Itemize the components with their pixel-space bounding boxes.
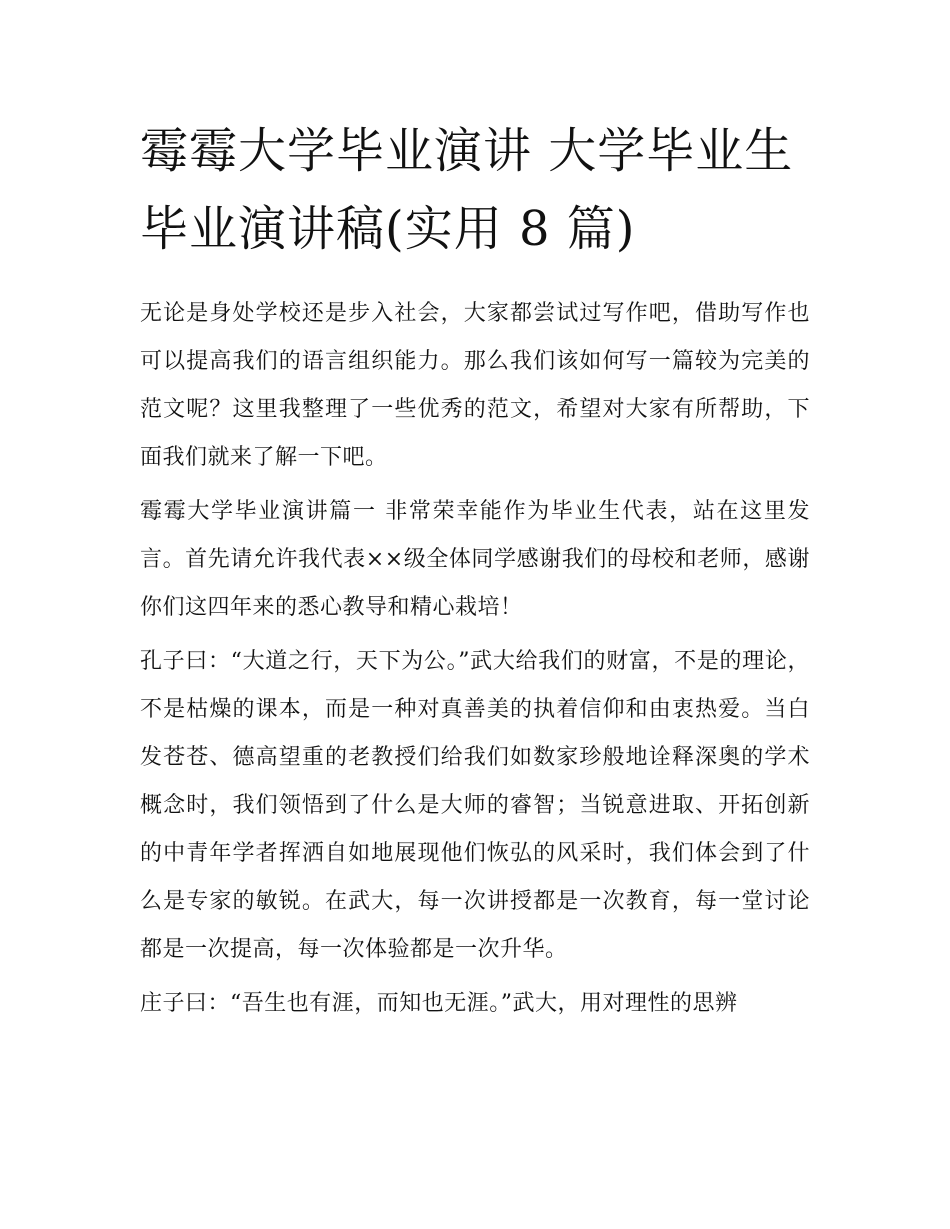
document-body xyxy=(140,290,810,1028)
document-title: 霉霉大学毕业演讲 大学毕业生毕业演讲稿(实用 8 篇) xyxy=(140,123,794,257)
speech-paragraph-2: 孔子曰：“大道之行，天下为公。”武大给我们的财富，不是的理论，不是枯燥的课本，而是一种对真善美的执着信仰和由衷热爱。当白发苍苍、德高望重的老教授们给我们如数家珍般地诠释深奥的学术概念时，我们领悟到了什么是大师的睿智；当锐意进取、开拓创新的中青年学者挥洒自如地展现他们恢弘的风采时，我们体会到了什么是专家的敏锐。在武大，每一次讲授都是一次教育，每一堂讨论都是一次提高，每一次体验都是一次升华。 xyxy=(140,649,810,962)
speech-paragraph-1: 霉霉大学毕业演讲篇一 非常荣幸能作为毕业生代表，站在这里发言。首先请允许我代表××级全体同学感谢我们的母校和老师，感谢你们这四年来的悉心教导和精心栽培！ xyxy=(140,499,810,620)
speech-paragraph-3: 庄子曰：“吾生也有涯，而知也无涯。”武大，用对理性的思辨 xyxy=(140,991,738,1016)
intro-paragraph: 无论是身处学校还是步入社会，大家都尝试过写作吧，借助写作也可以提高我们的语言组织能力。那么我们该如何写一篇较为完美的范文呢？这里我整理了一些优秀的范文，希望对大家有所帮助，下面我们就来了解一下吧。 xyxy=(140,301,810,470)
